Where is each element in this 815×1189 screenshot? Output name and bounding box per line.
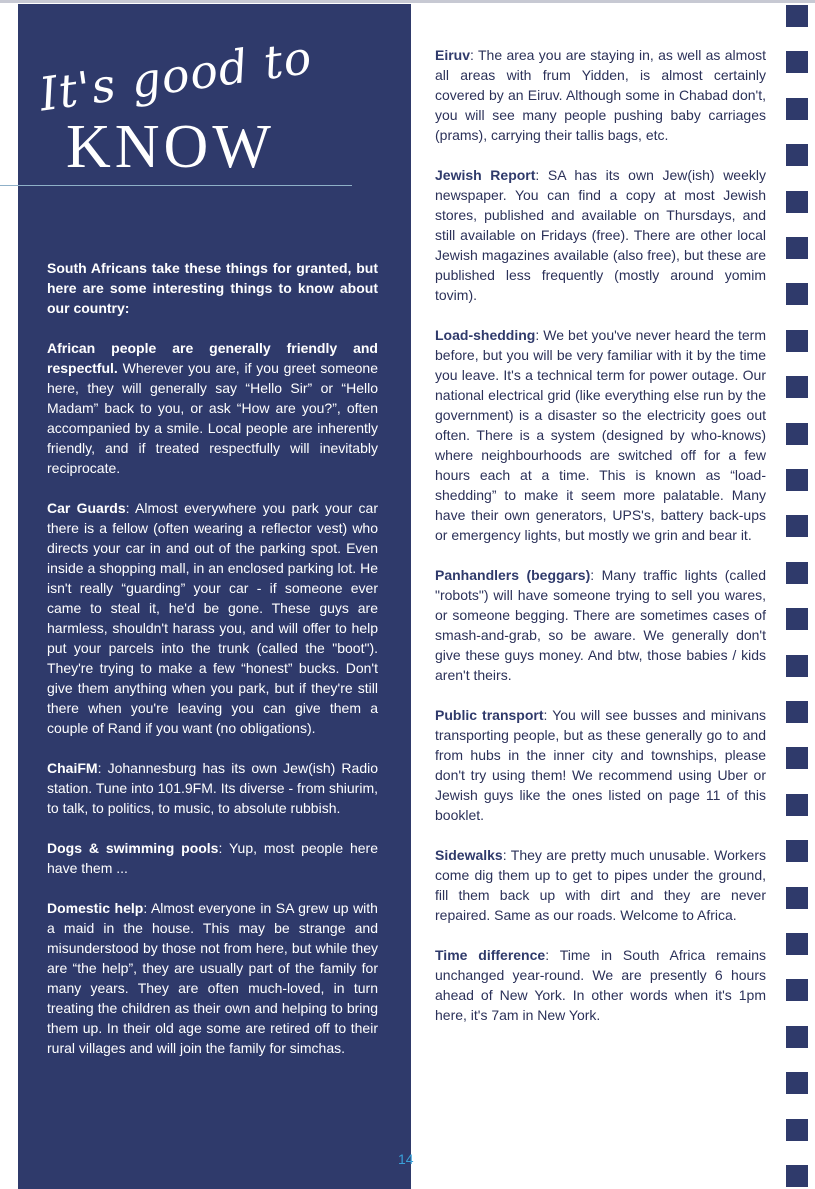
right-item: Sidewalks: They are pretty much unusable. Workers come dig them up to get to pipes under the ground, fill them back up with dirt and they are never repaired. Same as our roads. Welcome to Africa. xyxy=(435,847,766,923)
decorative-square xyxy=(786,701,808,723)
right-column xyxy=(435,45,766,1045)
decorative-square xyxy=(786,794,808,816)
decorative-square xyxy=(786,608,808,630)
decorative-square xyxy=(786,933,808,955)
left-item-term: African people are generally friendly and respectful. xyxy=(47,340,378,376)
left-item-term: ChaiFM xyxy=(47,760,98,776)
right-item-term: Jewish Report xyxy=(435,167,536,183)
left-item: ChaiFM: Johannesburg has its own Jew(ish) Radio station. Tune into 101.9FM. Its diverse - from shiurim, to talk, to politics, to music, to absolute rubbish. xyxy=(47,760,379,816)
decorative-square xyxy=(786,562,808,584)
decorative-square xyxy=(786,283,808,305)
left-column xyxy=(47,258,378,1078)
decorative-square xyxy=(786,469,808,491)
right-item-text: Time in South Africa remains unchanged year-round. We are presently 6 hours ahead of New York. In other words when it's 1pm here, it's 7am in New York. xyxy=(435,947,766,1023)
right-item: Jewish Report: SA has its own Jew(ish) weekly newspaper. You can find a copy at most Jewish stores, published and available on Thursdays, and still available on Fridays (free). There are other local Jewish magazines available (also free), but these are published less frequently (mostly around yomim tovim). xyxy=(435,167,766,303)
left-item-text: Wherever you are, if you greet someone here, they will generally say “Hello Sir” or “Hello Madam” back to you, or ask “How are you?”, often accompanied by a smile. Local people are inherently friendly, and if treated respectfully will inevitably reciprocate. xyxy=(47,360,379,476)
decorative-square xyxy=(786,1165,808,1187)
right-item-term: Sidewalks xyxy=(435,847,503,863)
left-item xyxy=(47,338,378,478)
decorative-square xyxy=(786,1119,808,1141)
right-item: Public transport: You will see busses and minivans transporting people, but as these generally go to and from hubs in the inner city and townships, please don't try using them! We recommend using Uber or Jewish guys like the ones listed on page 11 of this booklet. xyxy=(435,707,766,823)
left-item: Domestic help: Almost everyone in SA grew up with a maid in the house. This may be strange and misunderstood by those not from here, but while they are “the help”, they are usually part of the family for many years. They are often much-loved, in turn treating the children as their own and helping to bring them up. In their old age some are retired off to their rural villages and will join the family for simchas. xyxy=(47,900,378,1056)
title-rule xyxy=(0,185,352,186)
intro-text: South Africans take these things for granted, but here are some interesting things to know about our country: xyxy=(47,260,378,316)
left-item-text: Johannesburg has its own Jew(ish) Radio station. Tune into 101.9FM. Its diverse - from shiurim, to talk, to politics, to music, to absolute rubbish. xyxy=(47,760,379,816)
left-item-term: Dogs & swimming pools xyxy=(47,840,219,856)
left-item-term: Domestic help xyxy=(47,900,144,916)
decorative-square xyxy=(786,423,808,445)
right-item-text: SA has its own Jew(ish) weekly newspaper. You can find a copy at most Jewish stores, published and available on Thursdays, and still available on Fridays (free). There are other local Jewish magazines available (also free), but these are published less frequently (mostly around yomim tovim). xyxy=(435,167,766,303)
right-item: Time difference: Time in South Africa remains unchanged year-round. We are presently 6 hours ahead of New York. In other words when it's 1pm here, it's 7am in New York. xyxy=(435,947,766,1023)
page-number: 14 xyxy=(398,1151,414,1167)
right-item-text: You will see busses and minivans transporting people, but as these generally go to and from hubs in the inner city and townships, please don't try using them! We recommend using Uber or Jewish guys like the ones listed on page 11 of this booklet. xyxy=(435,707,766,823)
decorative-square xyxy=(786,51,808,73)
right-item-term: Eiruv xyxy=(435,47,471,63)
decorative-square xyxy=(786,191,808,213)
title-script: It's good to xyxy=(36,29,316,122)
decorative-square xyxy=(786,330,808,352)
decorative-square xyxy=(786,515,808,537)
decorative-square xyxy=(786,5,808,27)
decorative-square xyxy=(786,1026,808,1048)
left-item-term: Car Guards xyxy=(47,500,126,516)
right-item-term: Panhandlers (beggars) xyxy=(435,567,591,583)
right-item-text: We bet you've never heard the term before, but you will be very familiar with it by the time you leave. It's a technical term for power outage. Our national electrical grid (like everything else run by the government) is a disaster so the electricity goes out often. There is a system (designed by who-knows) where neighbourhoods are switched off for a few hours each at a time. This is known as “load-shedding” to make it seem more palatable. Many have their own generators, UPS's, battery back-ups or emergency lights, but mostly we grin and bear it. xyxy=(435,327,767,543)
decorative-square xyxy=(786,747,808,769)
right-item: Eiruv: The area you are staying in, as well as almost all areas with frum Yidden, is almost certainly covered by an Eiruv. Although some in Chabad don't, you will see many people pushing baby carriages (prams), carrying their tallis bags, etc. xyxy=(435,47,766,143)
right-item-text: Many traffic lights (called "robots") will have someone trying to sell you wares, or someone begging. There are sometimes cases of smash-and-grab, so be aware. We generally don't give these guys money. And btw, those babies / kids aren't theirs. xyxy=(435,567,767,683)
left-item-text: Almost everyone in SA grew up with a maid in the house. This may be strange and misunderstood by those not from here, but while they are “the help”, they are usually part of the family for many years. They are often much-loved, in turn treating the children as their own and helping to bring them up. In their old age some are retired off to their rural villages and will join the family for simchas. xyxy=(47,900,378,1056)
decorative-square xyxy=(786,840,808,862)
left-item-text: Yup, most people here have them ... xyxy=(47,840,378,876)
right-item-term: Load-shedding xyxy=(435,327,536,343)
right-item: Load-shedding: We bet you've never heard the term before, but you will be very familiar with it by the time you leave. It's a technical term for power outage. Our national electrical grid (like everything else run by the government) is a disaster so the electricity goes out often. There is a system (designed by who-knows) where neighbourhoods are switched off for a few hours each at a time. This is known as “load-shedding” to make it seem more palatable. Many have their own generators, UPS's, battery back-ups or emergency lights, but mostly we grin and bear it. xyxy=(435,327,767,543)
right-item: Panhandlers (beggars): Many traffic lights (called "robots") will have someone trying to sell you wares, or someone begging. There are sometimes cases of smash-and-grab, so be aware. We generally don't give these guys money. And btw, those babies / kids aren't theirs. xyxy=(435,567,767,683)
left-item: Car Guards: Almost everywhere you park your car there is a fellow (often wearing a reflector vest) who directs your car in and out of the parking spot. Even inside a shopping mall, in an enclosed parking lot. He isn't really “guarding” your car - if someone ever came to steal it, he'd be gone. These guys are harmless, shouldn't harass you, and will offer to help put your parcels into the trunk (called the "boot"). They're trying to make a few “honest” bucks. Don't give them anything when you park, but if they're still there when you're leaving you can give them a couple of Rand if you want (no obligations). xyxy=(47,500,379,736)
left-item: Dogs & swimming pools: Yup, most people here have them ... xyxy=(47,840,378,876)
decorative-square xyxy=(786,237,808,259)
right-item-text: The area you are staying in, as well as almost all areas with frum Yidden, is almost certainly covered by an Eiruv. Although some in Chabad don't, you will see many people pushing baby carriages (prams), carrying their tallis bags, etc. xyxy=(435,47,766,143)
right-item-text: They are pretty much unusable. Workers come dig them up to get to pipes under the ground, fill them back up with dirt and they are never repaired. Same as our roads. Welcome to Africa. xyxy=(435,847,766,923)
left-item-text: Almost everywhere you park your car there is a fellow (often wearing a reflector vest) who directs your car in and out of the parking spot. Even inside a shopping mall, in an enclosed parking lot. He isn't really “guarding” your car - if someone ever came to steal it, he'd be gone. These guys are harmless, shouldn't harass you, and will offer to help put your parcels into the trunk (called the "boot"). They're trying to make a few “honest” bucks. Don't give them anything when you park, but if they're still there when you're leaving you can give them a couple of Rand if you want (no obligations). xyxy=(47,500,379,736)
right-item-term: Time difference xyxy=(435,947,546,963)
decorative-square xyxy=(786,1072,808,1094)
decorative-squares xyxy=(786,0,808,1189)
title-main: KNOW xyxy=(66,113,275,181)
decorative-square xyxy=(786,144,808,166)
decorative-square xyxy=(786,376,808,398)
decorative-square xyxy=(786,979,808,1001)
top-border xyxy=(0,0,815,3)
decorative-square xyxy=(786,887,808,909)
decorative-square xyxy=(786,655,808,677)
right-item-term: Public transport xyxy=(435,707,544,723)
decorative-square xyxy=(786,98,808,120)
